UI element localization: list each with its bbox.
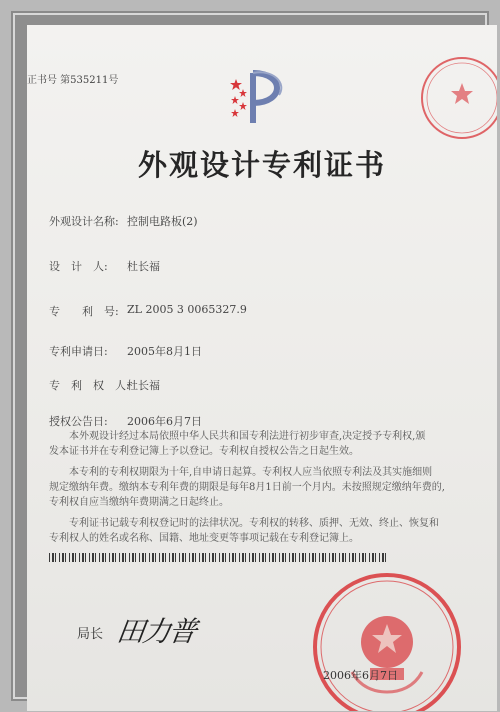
patentee-value: 杜长福 bbox=[127, 379, 160, 392]
issue-date: 2006年6月7日 bbox=[323, 669, 398, 682]
designer-label: 设 计 人: bbox=[49, 260, 108, 273]
director-signature: 田力普 bbox=[114, 615, 198, 648]
body-paragraph-line: 发本证书并在专利登记簿上予以登记。专利权自授权公告之日起生效。 bbox=[49, 446, 359, 457]
body-paragraph-line: 本外观设计经过本局依照中华人民共和国专利法进行初步审查,决定授予专利权,颁 bbox=[69, 431, 426, 442]
body-paragraph-line: 专利证书记载专利权登记时的法律状况。专利权的转移、质押、无效、终止、恢复和 bbox=[69, 518, 439, 529]
certificate-title: 外观设计专利证书 bbox=[137, 148, 386, 182]
body-paragraph-line: 专利权人的姓名或名称、国籍、地址变更等事项记载在专利登记簿上。 bbox=[49, 533, 359, 544]
body-paragraph-line: 规定缴纳年费。缴纳本专利年费的期限是每年8月1日前一个月内。未按照规定缴纳年费的, bbox=[49, 482, 445, 493]
patent-office-logo-icon bbox=[227, 65, 291, 127]
certificate-paper bbox=[27, 25, 497, 711]
body-paragraph-line: 专利权自应当缴纳年费期满之日起终止。 bbox=[49, 497, 229, 508]
national-ip-office-seal bbox=[312, 572, 462, 711]
grant-date-value: 2006年6月7日 bbox=[127, 415, 202, 428]
designer-value: 杜长福 bbox=[127, 260, 160, 273]
patent-number-label: 专 利 号: bbox=[49, 305, 119, 318]
patent-seal-top bbox=[419, 55, 497, 141]
grant-date-label: 授权公告日: bbox=[49, 415, 108, 428]
director-label: 局长 bbox=[77, 627, 104, 642]
patent-number-value: ZL 2005 3 0065327.9 bbox=[127, 303, 247, 316]
design-name-value: 控制电路板(2) bbox=[127, 215, 198, 228]
patentee-label: 专 利 权 人: bbox=[49, 379, 130, 392]
certificate-number: 正书号 第535211号 bbox=[27, 75, 119, 86]
barcode bbox=[49, 553, 387, 562]
filing-date-label: 专利申请日: bbox=[49, 345, 108, 358]
filing-date-value: 2005年8月1日 bbox=[127, 345, 202, 358]
body-paragraph-line: 本专利的专利权期限为十年,自申请日起算。专利权人应当依照专利法及其实施细则 bbox=[69, 467, 433, 478]
design-name-label: 外观设计名称: bbox=[49, 215, 119, 228]
